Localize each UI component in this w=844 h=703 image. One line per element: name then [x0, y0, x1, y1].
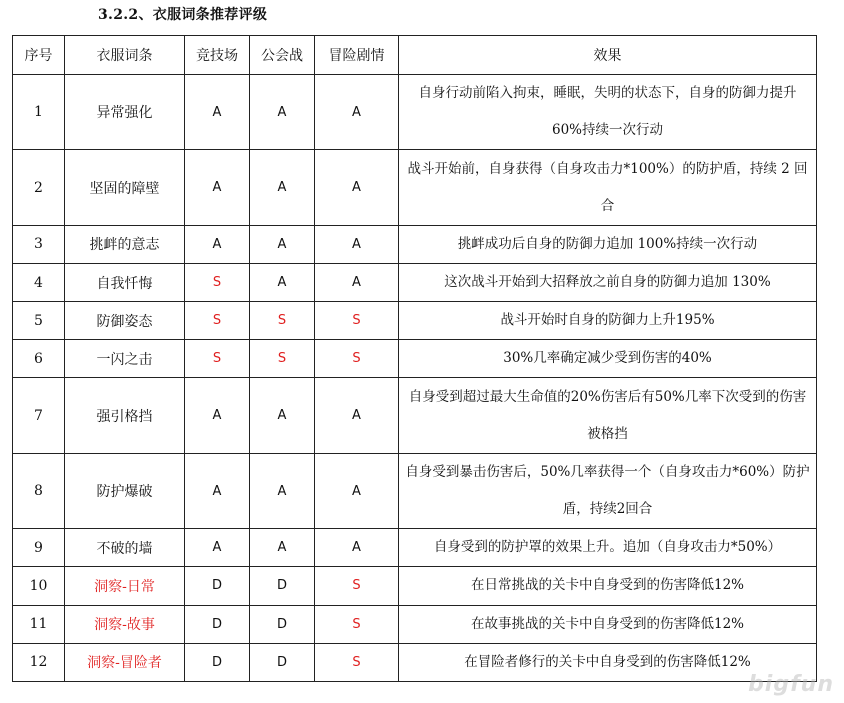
table-row: [13, 529, 817, 567]
row-item-name: 洞察-日常: [65, 567, 185, 605]
rating-table: [12, 35, 817, 682]
col-header-name: 衣服词条: [65, 36, 185, 75]
row-number: 3: [13, 225, 65, 263]
table-row: [13, 605, 817, 643]
row-grade-story: A: [315, 453, 399, 528]
section-heading: 3.2.2、衣服词条推荐评级: [98, 7, 268, 23]
row-grade-story: S: [315, 567, 399, 605]
row-number: 1: [13, 75, 65, 150]
row-grade-guild: A: [250, 225, 315, 263]
row-grade-arena: A: [185, 75, 250, 150]
col-header-story: 冒险剧情: [315, 36, 399, 75]
row-grade-story: A: [315, 263, 399, 301]
row-effect: 这次战斗开始到大招释放之前自身的防御力追加 130%: [399, 263, 817, 301]
row-grade-story: A: [315, 529, 399, 567]
row-grade-arena: A: [185, 225, 250, 263]
row-grade-guild: D: [250, 567, 315, 605]
row-grade-arena: A: [185, 453, 250, 528]
row-grade-guild: A: [250, 529, 315, 567]
row-grade-arena: D: [185, 605, 250, 643]
row-item-name: 洞察-故事: [65, 605, 185, 643]
row-grade-guild: A: [250, 378, 315, 453]
row-effect: 自身行动前陷入拘束，睡眠，失明的状态下，自身的防御力提升60%持续一次行动: [399, 75, 817, 150]
row-item-name: 一闪之击: [65, 340, 185, 378]
col-header-effect: 效果: [399, 36, 817, 75]
row-number: 11: [13, 605, 65, 643]
row-effect: 自身受到超过最大生命值的20%伤害后有50%几率下次受到的伤害被格挡: [399, 378, 817, 453]
row-item-name: 防御姿态: [65, 302, 185, 340]
table-row: [13, 263, 817, 301]
watermark-logo: bigfun: [748, 672, 834, 697]
row-grade-guild: A: [250, 150, 315, 225]
col-header-no: 序号: [13, 36, 65, 75]
row-number: 4: [13, 263, 65, 301]
row-effect: 战斗开始前，自身获得（自身攻击力*100%）的防护盾，持续 2 回合: [399, 150, 817, 225]
row-grade-guild: S: [250, 302, 315, 340]
row-effect: 在日常挑战的关卡中自身受到的伤害降低12%: [399, 567, 817, 605]
col-header-arena: 竞技场: [185, 36, 250, 75]
table-row: [13, 453, 817, 528]
row-grade-arena: A: [185, 529, 250, 567]
row-number: 8: [13, 453, 65, 528]
row-grade-story: A: [315, 150, 399, 225]
row-item-name: 异常强化: [65, 75, 185, 150]
row-effect: 挑衅成功后自身的防御力追加 100%持续一次行动: [399, 225, 817, 263]
row-grade-guild: D: [250, 643, 315, 681]
row-grade-arena: A: [185, 378, 250, 453]
row-number: 12: [13, 643, 65, 681]
row-grade-arena: D: [185, 643, 250, 681]
row-grade-story: S: [315, 340, 399, 378]
row-item-name: 不破的墙: [65, 529, 185, 567]
table-header-row: [13, 36, 817, 75]
table-row: [13, 643, 817, 681]
table-row: [13, 150, 817, 225]
row-grade-story: S: [315, 302, 399, 340]
row-item-name: 洞察-冒险者: [65, 643, 185, 681]
row-grade-arena: S: [185, 340, 250, 378]
row-effect: 在冒险者修行的关卡中自身受到的伤害降低12%: [399, 643, 817, 681]
row-grade-story: A: [315, 225, 399, 263]
row-grade-story: S: [315, 605, 399, 643]
row-grade-guild: A: [250, 75, 315, 150]
row-item-name: 挑衅的意志: [65, 225, 185, 263]
row-grade-story: A: [315, 75, 399, 150]
row-grade-story: A: [315, 378, 399, 453]
row-grade-arena: A: [185, 150, 250, 225]
row-number: 10: [13, 567, 65, 605]
row-grade-guild: S: [250, 340, 315, 378]
row-number: 6: [13, 340, 65, 378]
row-grade-arena: D: [185, 567, 250, 605]
row-grade-arena: S: [185, 263, 250, 301]
row-item-name: 防护爆破: [65, 453, 185, 528]
row-effect: 自身受到的防护罩的效果上升。追加（自身攻击力*50%）: [399, 529, 817, 567]
row-grade-guild: A: [250, 263, 315, 301]
row-number: 5: [13, 302, 65, 340]
row-grade-guild: A: [250, 453, 315, 528]
row-grade-guild: D: [250, 605, 315, 643]
table-row: [13, 225, 817, 263]
table-row: [13, 75, 817, 150]
col-header-guild: 公会战: [250, 36, 315, 75]
row-number: 9: [13, 529, 65, 567]
row-item-name: 自我忏悔: [65, 263, 185, 301]
table-row: [13, 302, 817, 340]
row-item-name: 坚固的障壁: [65, 150, 185, 225]
row-grade-story: S: [315, 643, 399, 681]
table-row: [13, 567, 817, 605]
row-effect: 在故事挑战的关卡中自身受到的伤害降低12%: [399, 605, 817, 643]
row-effect: 自身受到暴击伤害后，50%几率获得一个（自身攻击力*60%）防护盾，持续2回合: [399, 453, 817, 528]
row-grade-arena: S: [185, 302, 250, 340]
row-number: 7: [13, 378, 65, 453]
table-row: [13, 378, 817, 453]
row-item-name: 强引格挡: [65, 378, 185, 453]
row-effect: 战斗开始时自身的防御力上升195%: [399, 302, 817, 340]
row-effect: 30%几率确定减少受到伤害的40%: [399, 340, 817, 378]
table-row: [13, 340, 817, 378]
row-number: 2: [13, 150, 65, 225]
